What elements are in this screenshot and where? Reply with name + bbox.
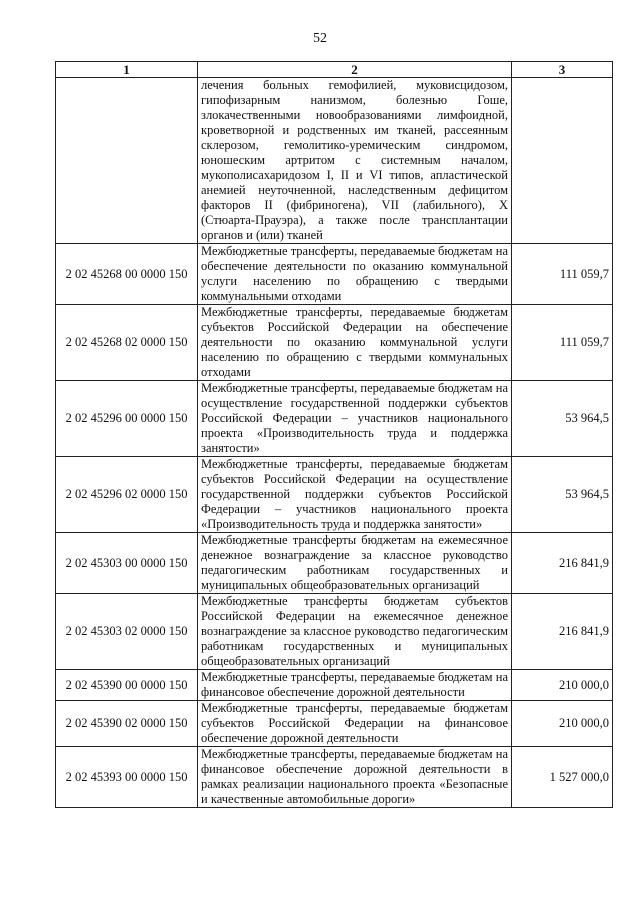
column-header-1: 1 (56, 62, 198, 78)
row-description: Межбюджетные трансферты, передаваемые бюджетам субъектов Российской Федерации на обеспечение деятельности по оказанию коммунальной услуги населению по обращению с твердыми коммунальных отходами (198, 305, 512, 381)
row-description: Межбюджетные трансферты бюджетам субъектов Российской Федерации на ежемесячное денежное вознаграждение за классное руководство педагогическим работникам государственных и муниципальных общеобразовательных организаций (198, 594, 512, 670)
table-row (56, 701, 613, 747)
table-row (56, 244, 613, 305)
table-row (56, 381, 613, 457)
row-code: 2 02 45303 02 0000 150 (56, 594, 198, 670)
row-code: 2 02 45296 00 0000 150 (56, 381, 198, 457)
page-number: 52 (313, 31, 327, 46)
row-code: 2 02 45268 00 0000 150 (56, 244, 198, 305)
table-row (56, 747, 613, 808)
row-description: Межбюджетные трансферты, передаваемые бюджетам на обеспечение деятельности по оказанию коммунальной услуги населению по обращению с твердыми коммунальными отходами (198, 244, 512, 305)
row-description: Межбюджетные трансферты, передаваемые бюджетам на финансовое обеспечение дорожной деятельности (198, 670, 512, 701)
table-row (56, 594, 613, 670)
row-amount: 210 000,0 (512, 701, 613, 747)
row-amount: 111 059,7 (512, 244, 613, 305)
row-code: 2 02 45268 02 0000 150 (56, 305, 198, 381)
row-amount: 216 841,9 (512, 594, 613, 670)
row-description: Межбюджетные трансферты, передаваемые бюджетам субъектов Российской Федерации на финансовое обеспечение дорожной деятельности (198, 701, 512, 747)
row-description: Межбюджетные трансферты, передаваемые бюджетам на осуществление государственной поддержки субъектов Российской Федерации – участников национального проекта «Производительность труда и поддержка занятости» (198, 381, 512, 457)
row-amount: 53 964,5 (512, 457, 613, 533)
table-header-row (56, 62, 613, 78)
row-code: 2 02 45303 00 0000 150 (56, 533, 198, 594)
row-amount: 210 000,0 (512, 670, 613, 701)
row-description: лечения больных гемофилией, муковисцидозом, гипофизарным нанизмом, болезнью Гоше, злокачественными новообразованиями лимфоидной, кроветворной и родственных им тканей, рассеянным склерозом, гемолитико-уремическим синдромом, юношеским артритом с системным началом, мукополисахаридозом I, II и VI типов, апластической анемией неуточненной, наследственным дефицитом факторов II (фибриногена), VII (лабильного), X (Стюарта-Прауэра), а также после трансплантации органов и (или) тканей (198, 78, 512, 244)
row-code: 2 02 45390 00 0000 150 (56, 670, 198, 701)
row-code: 2 02 45296 02 0000 150 (56, 457, 198, 533)
table-row (56, 457, 613, 533)
table-row (56, 78, 613, 244)
table-row (56, 533, 613, 594)
table-row (56, 305, 613, 381)
budget-table (55, 61, 613, 808)
column-header-3: 3 (512, 62, 613, 78)
row-code: 2 02 45390 02 0000 150 (56, 701, 198, 747)
column-header-2: 2 (198, 62, 512, 78)
row-description: Межбюджетные трансферты, передаваемые бюджетам на финансовое обеспечение дорожной деятельности в рамках реализации национального проекта «Безопасные и качественные автомобильные дороги» (198, 747, 512, 808)
row-amount (512, 78, 613, 244)
row-amount: 1 527 000,0 (512, 747, 613, 808)
row-code: 2 02 45393 00 0000 150 (56, 747, 198, 808)
row-description: Межбюджетные трансферты, передаваемые бюджетам субъектов Российской Федерации на осуществление государственной поддержки субъектов Российской Федерации – участников национального проекта «Производительность труда и поддержка занятости» (198, 457, 512, 533)
row-code (56, 78, 198, 244)
row-amount: 216 841,9 (512, 533, 613, 594)
table-row (56, 670, 613, 701)
row-amount: 53 964,5 (512, 381, 613, 457)
row-amount: 111 059,7 (512, 305, 613, 381)
row-description: Межбюджетные трансферты бюджетам на ежемесячное денежное вознаграждение за классное руководство педагогическим работникам государственных и муниципальных общеобразовательных организаций (198, 533, 512, 594)
